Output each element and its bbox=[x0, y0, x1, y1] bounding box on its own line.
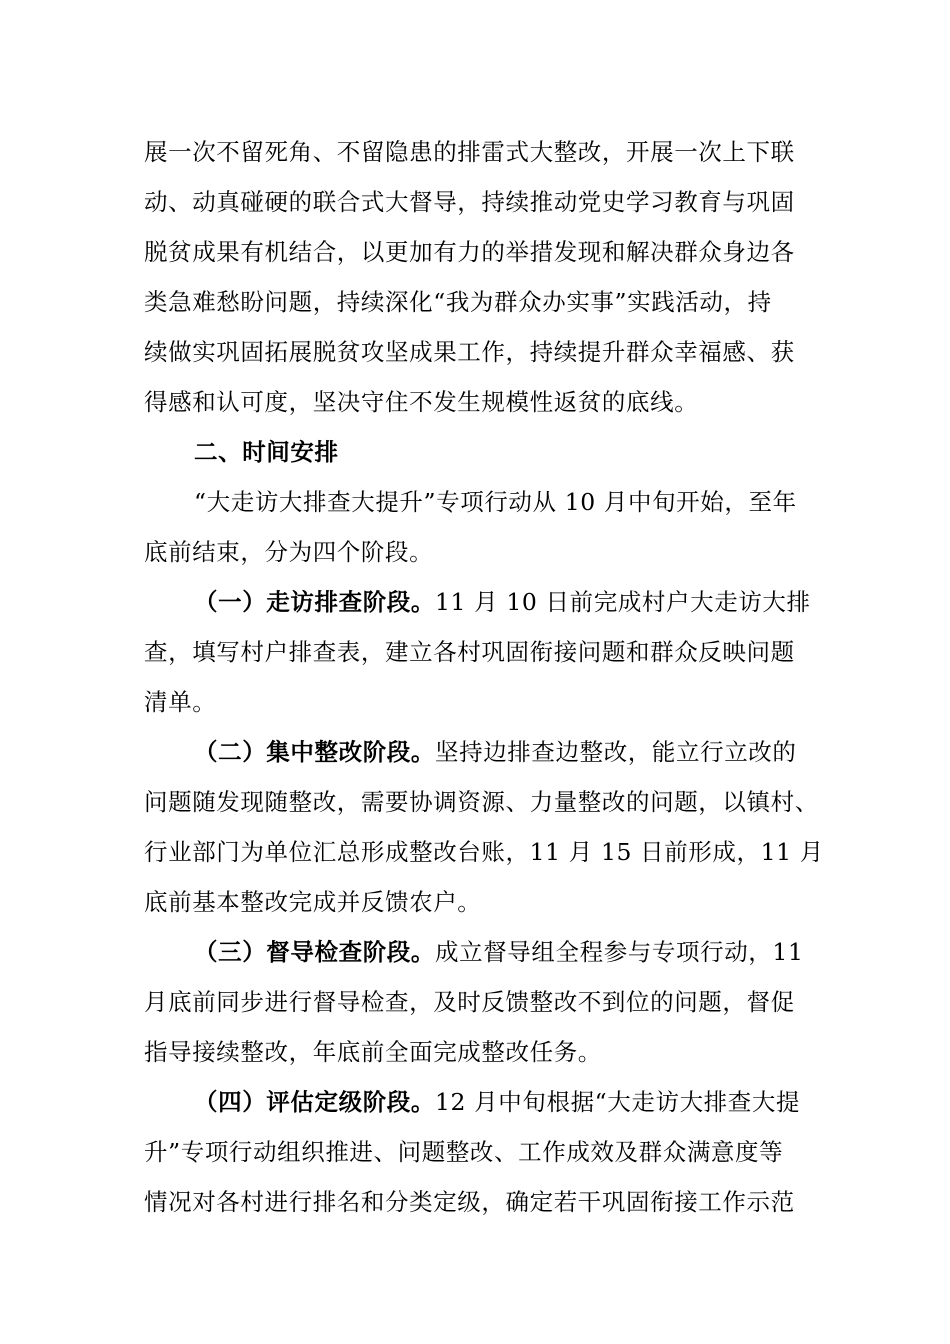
text-line: 脱贫成果有机结合，以更加有力的举措发现和解决群众身边各 bbox=[144, 238, 795, 266]
text-line: 清单。 bbox=[144, 688, 217, 716]
text-line: 动、动真碰硬的联合式大督导，持续推动党史学习教育与巩固 bbox=[144, 188, 795, 216]
text-line: 查，填写村户排查表，建立各村巩固衔接问题和群众反映问题 bbox=[144, 638, 795, 666]
text-line: 底前基本整改完成并反馈农户。 bbox=[144, 888, 482, 916]
stage-text: 成立督导组全程参与专项行动，11 bbox=[435, 938, 804, 966]
stage-first-line bbox=[194, 737, 797, 767]
stage-text: 11 月 10 日前完成村户大走访大排 bbox=[435, 588, 811, 616]
stage-text: 12 月中旬根据“大走访大排查大提 bbox=[435, 1088, 801, 1116]
stage-heading: （二）集中整改阶段。 bbox=[194, 738, 435, 766]
text-line: 情况对各村进行排名和分类定级，确定若干巩固衔接工作示范 bbox=[144, 1188, 795, 1216]
text-line: 得感和认可度，坚决守住不发生规模性返贫的底线。 bbox=[144, 388, 699, 416]
text-line: 问题随发现随整改，需要协调资源、力量整改的问题，以镇村、 bbox=[144, 788, 819, 816]
section-heading: 二、时间安排 bbox=[194, 438, 339, 466]
text-line: 底前结束，分为四个阶段。 bbox=[144, 538, 434, 566]
text-line: 展一次不留死角、不留隐患的排雷式大整改，开展一次上下联 bbox=[144, 138, 795, 166]
stage-text: 坚持边排查边整改，能立行立改的 bbox=[435, 738, 797, 766]
text-line: 月底前同步进行督导检查，及时反馈整改不到位的问题，督促 bbox=[144, 988, 795, 1016]
text-line: 指导接续整改，年底前全面完成整改任务。 bbox=[144, 1038, 602, 1066]
stage-heading: （三）督导检查阶段。 bbox=[194, 938, 435, 966]
text-line: 升”专项行动组织推进、问题整改、工作成效及群众满意度等 bbox=[144, 1138, 784, 1166]
text-line: 类急难愁盼问题，持续深化“我为群众办实事”实践活动，持 bbox=[144, 288, 772, 316]
stage-first-line bbox=[194, 937, 804, 967]
stage-heading: （四）评估定级阶段。 bbox=[194, 1088, 435, 1116]
stage-first-line bbox=[194, 1087, 800, 1117]
text-line: 续做实巩固拓展脱贫攻坚成果工作，持续提升群众幸福感、获 bbox=[144, 338, 795, 366]
stage-first-line bbox=[194, 587, 811, 617]
text-line: 行业部门为单位汇总形成整改台账，11 月 15 日前形成，11 月 bbox=[144, 838, 824, 866]
stage-heading: （一）走访排查阶段。 bbox=[194, 588, 435, 616]
text-line: “大走访大排查大提升”专项行动从 10 月中旬开始，至年 bbox=[194, 488, 797, 516]
